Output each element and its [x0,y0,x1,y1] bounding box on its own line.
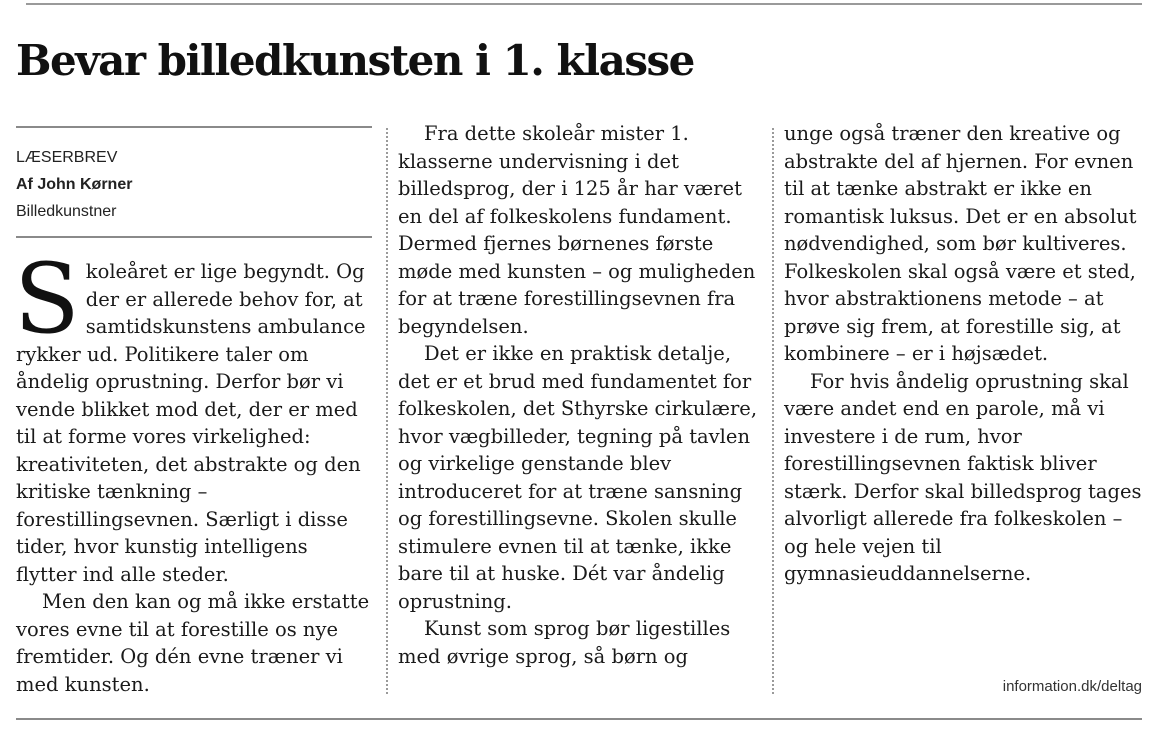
headline: Bevar billedkunsten i 1. klasse [16,36,694,85]
paragraph: unge også træner den kreative og abstrakte del af hjernen. For evnen til at tænke abstrakt er ikke en romantisk luksus. Det er en absolut nødvendighed, som bør kultiveres. Folkeskolen skal også være et sted, hvor abstraktionens metode – at prøve sig frem, at forestille sig, at kombinere – er i højsædet. [784,122,1137,365]
paragraph-text: koleåret er lige begyndt. Og der er allerede behov for, at samtidskunstens ambulance rykker ud. Politikere taler om åndelig oprustning. Derfor bør vi vende blikket mod det, der er med til at forme vores virkelighed: kreativiteten, det abstrakte og den kritiske tænkning – forestillingsevnen. Særligt i disse tider, hvor kunstig intelligens flytter ind alle steder. [16,260,366,586]
paragraph: Kunst som sprog bør ligestilles med øvrige sprog, så børn og [398,617,731,668]
bottom-rule [16,718,1142,720]
column-1 [14,243,374,698]
column-separator [386,128,388,694]
byline-top-rule [16,126,372,128]
author-name: Af John Kørner [16,176,133,193]
paragraph: Det er ikke en praktisk detalje, det er et brud med fundamentet for folkeskolen, det Sthyrske cirkulære, hvor vægbilleder, tegning på tavlen og virkelige genstande blev introduceret for at træne sansning og forestillingsevne. Skolen skulle stimulere evnen til at tænke, ikke bare til at huske. Dét var åndelig oprustning. [398,342,758,613]
byline-bottom-rule [16,236,372,238]
byline [16,144,132,225]
paragraph: Men den kan og må ikke erstatte vores evne til at forestille os nye fremtider. Og dén evne træner vi med kunsten. [16,590,370,696]
paragraph: Fra dette skoleår mister 1. klasserne undervisning i det billedsprog, der i 125 år har været en del af folkeskolens fundament. Dermed fjernes børnenes første møde med kunsten – og muligheden for at træne forestillingsevnen fra begyndelsen. [398,122,756,338]
paragraph [14,243,374,588]
source-link[interactable]: information.dk/deltag [1002,678,1142,695]
column-2 [398,120,766,670]
section-label: LÆSERBREV [16,149,118,166]
column-separator [772,128,774,694]
top-rule [26,3,1142,5]
column-3 [784,120,1144,588]
author-title: Billedkunstner [16,203,117,220]
drop-cap: S [14,243,80,355]
paragraph: For hvis åndelig oprustning skal være andet end en parole, må vi investere i de rum, hvor forestillingsevnen faktisk bliver stærk. Derfor skal billedsprog tages alvorligt allerede fra folkeskolen – og hele vejen til gymnasieuddannelserne. [784,369,1142,585]
